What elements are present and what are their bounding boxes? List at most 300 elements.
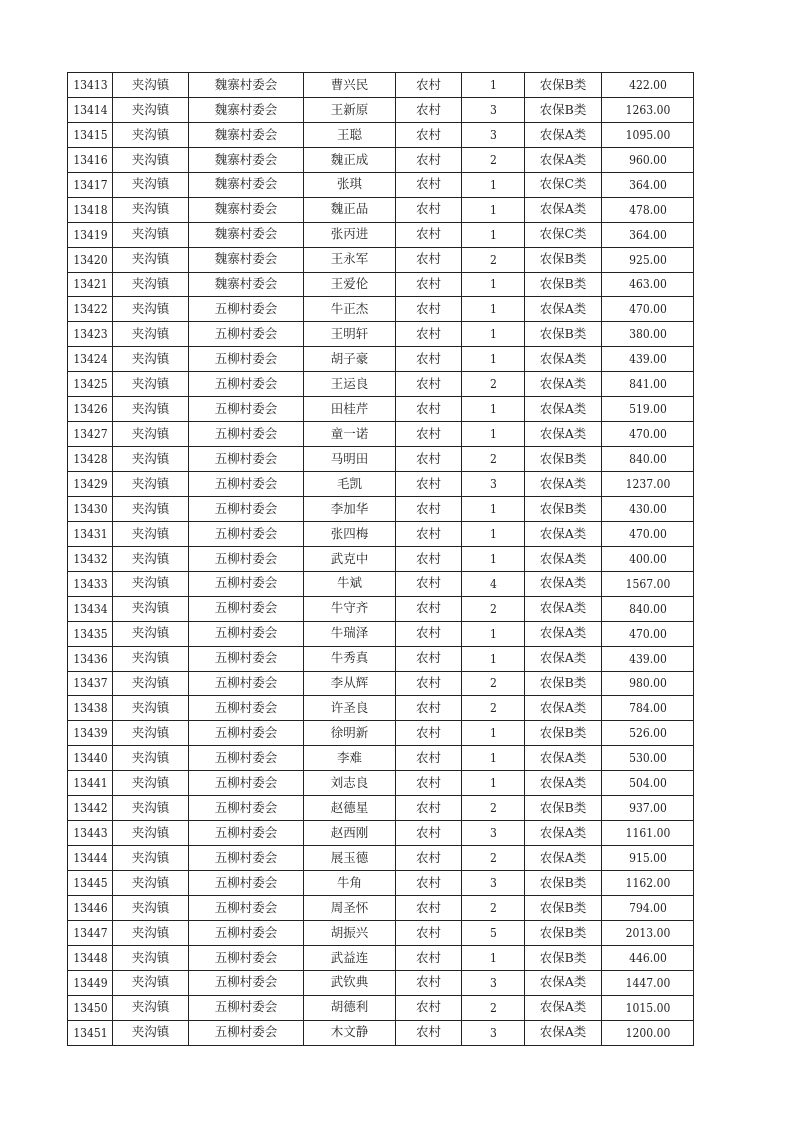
town-cell: 夹沟镇 bbox=[113, 97, 189, 122]
name-cell: 胡振兴 bbox=[304, 920, 396, 945]
village-committee-cell: 五柳村委会 bbox=[189, 397, 304, 422]
town-cell: 夹沟镇 bbox=[113, 447, 189, 472]
amount-cell: 841.00 bbox=[606, 372, 689, 397]
amount-cell: 915.00 bbox=[606, 846, 689, 871]
table-row bbox=[68, 646, 694, 671]
household-size-cell: 2 bbox=[465, 796, 522, 821]
table-row bbox=[68, 621, 694, 646]
amount-cell: 504.00 bbox=[606, 771, 689, 796]
village-committee-cell: 魏寨村委会 bbox=[189, 272, 304, 297]
name-cell: 马明田 bbox=[304, 447, 396, 472]
amount-cell: 1095.00 bbox=[606, 122, 689, 147]
area-type-cell: 农村 bbox=[396, 521, 462, 546]
name-cell: 武钦典 bbox=[304, 970, 396, 995]
amount-cell: 1161.00 bbox=[606, 821, 689, 846]
household-size-cell: 1 bbox=[465, 771, 522, 796]
insurance-category-cell: 农保A类 bbox=[525, 347, 602, 372]
village-committee-cell: 魏寨村委会 bbox=[189, 73, 304, 98]
village-committee-cell: 五柳村委会 bbox=[189, 846, 304, 871]
table-row bbox=[68, 721, 694, 746]
town-cell: 夹沟镇 bbox=[113, 147, 189, 172]
town-cell: 夹沟镇 bbox=[113, 821, 189, 846]
insurance-category-cell: 农保C类 bbox=[525, 172, 602, 197]
insurance-category-cell: 农保B类 bbox=[525, 247, 602, 272]
record-id-cell: 13442 bbox=[70, 796, 111, 821]
village-committee-cell: 五柳村委会 bbox=[189, 696, 304, 721]
household-size-cell: 2 bbox=[465, 147, 522, 172]
village-committee-cell: 五柳村委会 bbox=[189, 1020, 304, 1045]
amount-cell: 925.00 bbox=[606, 247, 689, 272]
amount-cell: 470.00 bbox=[606, 621, 689, 646]
name-cell: 周圣怀 bbox=[304, 895, 396, 920]
town-cell: 夹沟镇 bbox=[113, 671, 189, 696]
household-size-cell: 1 bbox=[465, 945, 522, 970]
record-id-cell: 13450 bbox=[70, 995, 111, 1020]
town-cell: 夹沟镇 bbox=[113, 596, 189, 621]
town-cell: 夹沟镇 bbox=[113, 472, 189, 497]
insurance-category-cell: 农保B类 bbox=[525, 496, 602, 521]
village-committee-cell: 五柳村委会 bbox=[189, 496, 304, 521]
area-type-cell: 农村 bbox=[396, 322, 462, 347]
area-type-cell: 农村 bbox=[396, 97, 462, 122]
insurance-category-cell: 农保B类 bbox=[525, 671, 602, 696]
town-cell: 夹沟镇 bbox=[113, 372, 189, 397]
household-size-cell: 1 bbox=[465, 322, 522, 347]
household-size-cell: 1 bbox=[465, 422, 522, 447]
record-id-cell: 13445 bbox=[70, 871, 111, 896]
name-cell: 王聪 bbox=[304, 122, 396, 147]
town-cell: 夹沟镇 bbox=[113, 122, 189, 147]
village-committee-cell: 五柳村委会 bbox=[189, 871, 304, 896]
record-id-cell: 13427 bbox=[70, 422, 111, 447]
village-committee-cell: 魏寨村委会 bbox=[189, 197, 304, 222]
amount-cell: 526.00 bbox=[606, 721, 689, 746]
area-type-cell: 农村 bbox=[396, 197, 462, 222]
insurance-category-cell: 农保B类 bbox=[525, 871, 602, 896]
name-cell: 李加华 bbox=[304, 496, 396, 521]
household-size-cell: 1 bbox=[465, 197, 522, 222]
insurance-category-cell: 农保B类 bbox=[525, 73, 602, 98]
name-cell: 武益连 bbox=[304, 945, 396, 970]
town-cell: 夹沟镇 bbox=[113, 970, 189, 995]
record-id-cell: 13414 bbox=[70, 97, 111, 122]
insurance-category-cell: 农保B类 bbox=[525, 796, 602, 821]
table-row bbox=[68, 122, 694, 147]
area-type-cell: 农村 bbox=[396, 222, 462, 247]
household-size-cell: 3 bbox=[465, 472, 522, 497]
town-cell: 夹沟镇 bbox=[113, 871, 189, 896]
record-id-cell: 13419 bbox=[70, 222, 111, 247]
record-id-cell: 13420 bbox=[70, 247, 111, 272]
village-committee-cell: 五柳村委会 bbox=[189, 546, 304, 571]
amount-cell: 794.00 bbox=[606, 895, 689, 920]
record-id-cell: 13413 bbox=[70, 73, 111, 98]
name-cell: 武克中 bbox=[304, 546, 396, 571]
town-cell: 夹沟镇 bbox=[113, 721, 189, 746]
amount-cell: 478.00 bbox=[606, 197, 689, 222]
village-committee-cell: 五柳村委会 bbox=[189, 447, 304, 472]
household-size-cell: 2 bbox=[465, 596, 522, 621]
village-committee-cell: 五柳村委会 bbox=[189, 671, 304, 696]
household-size-cell: 5 bbox=[465, 920, 522, 945]
village-committee-cell: 五柳村委会 bbox=[189, 746, 304, 771]
area-type-cell: 农村 bbox=[396, 621, 462, 646]
table-row bbox=[68, 372, 694, 397]
record-id-cell: 13436 bbox=[70, 646, 111, 671]
table-row bbox=[68, 895, 694, 920]
area-type-cell: 农村 bbox=[396, 920, 462, 945]
town-cell: 夹沟镇 bbox=[113, 621, 189, 646]
insurance-category-cell: 农保A类 bbox=[525, 197, 602, 222]
household-size-cell: 3 bbox=[465, 871, 522, 896]
insurance-category-cell: 农保B类 bbox=[525, 272, 602, 297]
record-id-cell: 13423 bbox=[70, 322, 111, 347]
household-size-cell: 3 bbox=[465, 821, 522, 846]
name-cell: 许圣良 bbox=[304, 696, 396, 721]
table-body bbox=[68, 73, 694, 1046]
amount-cell: 840.00 bbox=[606, 596, 689, 621]
area-type-cell: 农村 bbox=[396, 596, 462, 621]
area-type-cell: 农村 bbox=[396, 571, 462, 596]
name-cell: 牛斌 bbox=[304, 571, 396, 596]
insurance-category-cell: 农保A类 bbox=[525, 422, 602, 447]
record-id-cell: 13440 bbox=[70, 746, 111, 771]
village-committee-cell: 魏寨村委会 bbox=[189, 147, 304, 172]
amount-cell: 470.00 bbox=[606, 297, 689, 322]
record-id-cell: 13416 bbox=[70, 147, 111, 172]
record-id-cell: 13417 bbox=[70, 172, 111, 197]
town-cell: 夹沟镇 bbox=[113, 222, 189, 247]
table-row bbox=[68, 272, 694, 297]
town-cell: 夹沟镇 bbox=[113, 771, 189, 796]
household-size-cell: 1 bbox=[465, 646, 522, 671]
insurance-category-cell: 农保A类 bbox=[525, 995, 602, 1020]
name-cell: 胡德利 bbox=[304, 995, 396, 1020]
name-cell: 赵德星 bbox=[304, 796, 396, 821]
household-size-cell: 1 bbox=[465, 521, 522, 546]
area-type-cell: 农村 bbox=[396, 372, 462, 397]
town-cell: 夹沟镇 bbox=[113, 696, 189, 721]
record-id-cell: 13443 bbox=[70, 821, 111, 846]
town-cell: 夹沟镇 bbox=[113, 347, 189, 372]
record-id-cell: 13449 bbox=[70, 970, 111, 995]
insurance-category-cell: 农保A类 bbox=[525, 596, 602, 621]
town-cell: 夹沟镇 bbox=[113, 73, 189, 98]
village-committee-cell: 五柳村委会 bbox=[189, 422, 304, 447]
area-type-cell: 农村 bbox=[396, 1020, 462, 1045]
village-committee-cell: 五柳村委会 bbox=[189, 995, 304, 1020]
village-committee-cell: 五柳村委会 bbox=[189, 721, 304, 746]
insurance-category-cell: 农保A类 bbox=[525, 771, 602, 796]
household-size-cell: 1 bbox=[465, 222, 522, 247]
amount-cell: 1447.00 bbox=[606, 970, 689, 995]
insurance-category-cell: 农保B类 bbox=[525, 920, 602, 945]
table-row bbox=[68, 347, 694, 372]
amount-cell: 439.00 bbox=[606, 347, 689, 372]
record-id-cell: 13429 bbox=[70, 472, 111, 497]
table-row bbox=[68, 197, 694, 222]
table-row bbox=[68, 796, 694, 821]
amount-cell: 530.00 bbox=[606, 746, 689, 771]
household-size-cell: 1 bbox=[465, 621, 522, 646]
record-id-cell: 13424 bbox=[70, 347, 111, 372]
amount-cell: 364.00 bbox=[606, 172, 689, 197]
record-id-cell: 13421 bbox=[70, 272, 111, 297]
name-cell: 牛正杰 bbox=[304, 297, 396, 322]
insurance-category-cell: 农保B类 bbox=[525, 895, 602, 920]
insurance-category-cell: 农保A类 bbox=[525, 472, 602, 497]
area-type-cell: 农村 bbox=[396, 472, 462, 497]
table-row bbox=[68, 571, 694, 596]
insurance-category-cell: 农保A类 bbox=[525, 646, 602, 671]
table-row bbox=[68, 846, 694, 871]
town-cell: 夹沟镇 bbox=[113, 746, 189, 771]
table-row bbox=[68, 322, 694, 347]
village-committee-cell: 魏寨村委会 bbox=[189, 122, 304, 147]
name-cell: 木文静 bbox=[304, 1020, 396, 1045]
insurance-category-cell: 农保A类 bbox=[525, 846, 602, 871]
table-row bbox=[68, 920, 694, 945]
amount-cell: 1237.00 bbox=[606, 472, 689, 497]
household-size-cell: 1 bbox=[465, 172, 522, 197]
table-row bbox=[68, 73, 694, 98]
village-committee-cell: 五柳村委会 bbox=[189, 472, 304, 497]
amount-cell: 1015.00 bbox=[606, 995, 689, 1020]
record-id-cell: 13431 bbox=[70, 521, 111, 546]
village-committee-cell: 魏寨村委会 bbox=[189, 222, 304, 247]
record-id-cell: 13422 bbox=[70, 297, 111, 322]
record-id-cell: 13418 bbox=[70, 197, 111, 222]
town-cell: 夹沟镇 bbox=[113, 197, 189, 222]
household-size-cell: 2 bbox=[465, 671, 522, 696]
area-type-cell: 农村 bbox=[396, 73, 462, 98]
area-type-cell: 农村 bbox=[396, 821, 462, 846]
amount-cell: 430.00 bbox=[606, 496, 689, 521]
area-type-cell: 农村 bbox=[396, 447, 462, 472]
village-committee-cell: 五柳村委会 bbox=[189, 821, 304, 846]
record-id-cell: 13426 bbox=[70, 397, 111, 422]
village-committee-cell: 魏寨村委会 bbox=[189, 172, 304, 197]
amount-cell: 980.00 bbox=[606, 671, 689, 696]
record-id-cell: 13444 bbox=[70, 846, 111, 871]
amount-cell: 470.00 bbox=[606, 422, 689, 447]
household-size-cell: 3 bbox=[465, 970, 522, 995]
insurance-category-cell: 农保A类 bbox=[525, 746, 602, 771]
name-cell: 牛守齐 bbox=[304, 596, 396, 621]
amount-cell: 784.00 bbox=[606, 696, 689, 721]
table-row bbox=[68, 247, 694, 272]
area-type-cell: 农村 bbox=[396, 247, 462, 272]
insurance-category-cell: 农保A类 bbox=[525, 970, 602, 995]
village-committee-cell: 五柳村委会 bbox=[189, 621, 304, 646]
name-cell: 牛秀真 bbox=[304, 646, 396, 671]
table-row bbox=[68, 970, 694, 995]
area-type-cell: 农村 bbox=[396, 546, 462, 571]
village-committee-cell: 五柳村委会 bbox=[189, 920, 304, 945]
town-cell: 夹沟镇 bbox=[113, 945, 189, 970]
area-type-cell: 农村 bbox=[396, 496, 462, 521]
town-cell: 夹沟镇 bbox=[113, 920, 189, 945]
village-committee-cell: 五柳村委会 bbox=[189, 771, 304, 796]
town-cell: 夹沟镇 bbox=[113, 297, 189, 322]
name-cell: 王爱伦 bbox=[304, 272, 396, 297]
area-type-cell: 农村 bbox=[396, 397, 462, 422]
household-size-cell: 3 bbox=[465, 122, 522, 147]
town-cell: 夹沟镇 bbox=[113, 247, 189, 272]
record-id-cell: 13434 bbox=[70, 596, 111, 621]
town-cell: 夹沟镇 bbox=[113, 646, 189, 671]
name-cell: 徐明新 bbox=[304, 721, 396, 746]
insurance-category-cell: 农保C类 bbox=[525, 222, 602, 247]
name-cell: 田桂芹 bbox=[304, 397, 396, 422]
table-row bbox=[68, 945, 694, 970]
table-row bbox=[68, 496, 694, 521]
name-cell: 王运良 bbox=[304, 372, 396, 397]
area-type-cell: 农村 bbox=[396, 771, 462, 796]
amount-cell: 470.00 bbox=[606, 521, 689, 546]
name-cell: 王新原 bbox=[304, 97, 396, 122]
insurance-category-cell: 农保A类 bbox=[525, 821, 602, 846]
village-committee-cell: 五柳村委会 bbox=[189, 646, 304, 671]
name-cell: 张四梅 bbox=[304, 521, 396, 546]
name-cell: 魏正品 bbox=[304, 197, 396, 222]
name-cell: 曹兴民 bbox=[304, 73, 396, 98]
table-row bbox=[68, 172, 694, 197]
household-size-cell: 1 bbox=[465, 746, 522, 771]
household-size-cell: 2 bbox=[465, 447, 522, 472]
amount-cell: 463.00 bbox=[606, 272, 689, 297]
table-row bbox=[68, 596, 694, 621]
amount-cell: 1263.00 bbox=[606, 97, 689, 122]
insurance-category-cell: 农保B类 bbox=[525, 447, 602, 472]
amount-cell: 1567.00 bbox=[606, 571, 689, 596]
amount-cell: 439.00 bbox=[606, 646, 689, 671]
town-cell: 夹沟镇 bbox=[113, 846, 189, 871]
village-committee-cell: 五柳村委会 bbox=[189, 322, 304, 347]
name-cell: 魏正成 bbox=[304, 147, 396, 172]
amount-cell: 380.00 bbox=[606, 322, 689, 347]
area-type-cell: 农村 bbox=[396, 970, 462, 995]
area-type-cell: 农村 bbox=[396, 895, 462, 920]
household-size-cell: 1 bbox=[465, 546, 522, 571]
name-cell: 王明轩 bbox=[304, 322, 396, 347]
insurance-category-cell: 农保B类 bbox=[525, 945, 602, 970]
village-committee-cell: 魏寨村委会 bbox=[189, 97, 304, 122]
household-size-cell: 2 bbox=[465, 247, 522, 272]
amount-cell: 422.00 bbox=[606, 73, 689, 98]
name-cell: 李从辉 bbox=[304, 671, 396, 696]
town-cell: 夹沟镇 bbox=[113, 546, 189, 571]
name-cell: 王永军 bbox=[304, 247, 396, 272]
table-row bbox=[68, 746, 694, 771]
household-size-cell: 1 bbox=[465, 297, 522, 322]
record-id-cell: 13432 bbox=[70, 546, 111, 571]
name-cell: 刘志良 bbox=[304, 771, 396, 796]
town-cell: 夹沟镇 bbox=[113, 272, 189, 297]
household-size-cell: 4 bbox=[465, 571, 522, 596]
household-size-cell: 1 bbox=[465, 272, 522, 297]
area-type-cell: 农村 bbox=[396, 846, 462, 871]
insurance-category-cell: 农保A类 bbox=[525, 621, 602, 646]
insurance-category-cell: 农保A类 bbox=[525, 297, 602, 322]
household-size-cell: 1 bbox=[465, 347, 522, 372]
record-id-cell: 13415 bbox=[70, 122, 111, 147]
area-type-cell: 农村 bbox=[396, 871, 462, 896]
name-cell: 张琪 bbox=[304, 172, 396, 197]
household-size-cell: 2 bbox=[465, 995, 522, 1020]
area-type-cell: 农村 bbox=[396, 721, 462, 746]
table-row bbox=[68, 1020, 694, 1045]
village-committee-cell: 五柳村委会 bbox=[189, 895, 304, 920]
insurance-category-cell: 农保A类 bbox=[525, 571, 602, 596]
town-cell: 夹沟镇 bbox=[113, 496, 189, 521]
area-type-cell: 农村 bbox=[396, 746, 462, 771]
household-size-cell: 2 bbox=[465, 372, 522, 397]
name-cell: 胡子豪 bbox=[304, 347, 396, 372]
table-row bbox=[68, 422, 694, 447]
table-row bbox=[68, 472, 694, 497]
records-table bbox=[67, 72, 694, 1046]
table-row bbox=[68, 397, 694, 422]
area-type-cell: 农村 bbox=[396, 945, 462, 970]
table-row bbox=[68, 447, 694, 472]
household-size-cell: 1 bbox=[465, 397, 522, 422]
area-type-cell: 农村 bbox=[396, 172, 462, 197]
record-id-cell: 13438 bbox=[70, 696, 111, 721]
area-type-cell: 农村 bbox=[396, 671, 462, 696]
area-type-cell: 农村 bbox=[396, 272, 462, 297]
amount-cell: 2013.00 bbox=[606, 920, 689, 945]
amount-cell: 364.00 bbox=[606, 222, 689, 247]
table-row bbox=[68, 995, 694, 1020]
name-cell: 童一诺 bbox=[304, 422, 396, 447]
village-committee-cell: 五柳村委会 bbox=[189, 970, 304, 995]
table-row bbox=[68, 671, 694, 696]
record-id-cell: 13435 bbox=[70, 621, 111, 646]
household-size-cell: 1 bbox=[465, 496, 522, 521]
insurance-category-cell: 农保A类 bbox=[525, 1020, 602, 1045]
amount-cell: 960.00 bbox=[606, 147, 689, 172]
town-cell: 夹沟镇 bbox=[113, 895, 189, 920]
name-cell: 展玉德 bbox=[304, 846, 396, 871]
town-cell: 夹沟镇 bbox=[113, 422, 189, 447]
table-row bbox=[68, 147, 694, 172]
insurance-category-cell: 农保A类 bbox=[525, 521, 602, 546]
table-row bbox=[68, 297, 694, 322]
town-cell: 夹沟镇 bbox=[113, 521, 189, 546]
record-id-cell: 13448 bbox=[70, 945, 111, 970]
insurance-category-cell: 农保A类 bbox=[525, 372, 602, 397]
village-committee-cell: 魏寨村委会 bbox=[189, 247, 304, 272]
name-cell: 牛瑞泽 bbox=[304, 621, 396, 646]
village-committee-cell: 五柳村委会 bbox=[189, 297, 304, 322]
record-id-cell: 13428 bbox=[70, 447, 111, 472]
table-row bbox=[68, 871, 694, 896]
insurance-category-cell: 农保B类 bbox=[525, 721, 602, 746]
area-type-cell: 农村 bbox=[396, 347, 462, 372]
insurance-category-cell: 农保A类 bbox=[525, 546, 602, 571]
village-committee-cell: 五柳村委会 bbox=[189, 521, 304, 546]
household-size-cell: 2 bbox=[465, 846, 522, 871]
area-type-cell: 农村 bbox=[396, 646, 462, 671]
amount-cell: 446.00 bbox=[606, 945, 689, 970]
record-id-cell: 13439 bbox=[70, 721, 111, 746]
household-size-cell: 2 bbox=[465, 696, 522, 721]
town-cell: 夹沟镇 bbox=[113, 995, 189, 1020]
household-size-cell: 3 bbox=[465, 97, 522, 122]
area-type-cell: 农村 bbox=[396, 796, 462, 821]
town-cell: 夹沟镇 bbox=[113, 172, 189, 197]
